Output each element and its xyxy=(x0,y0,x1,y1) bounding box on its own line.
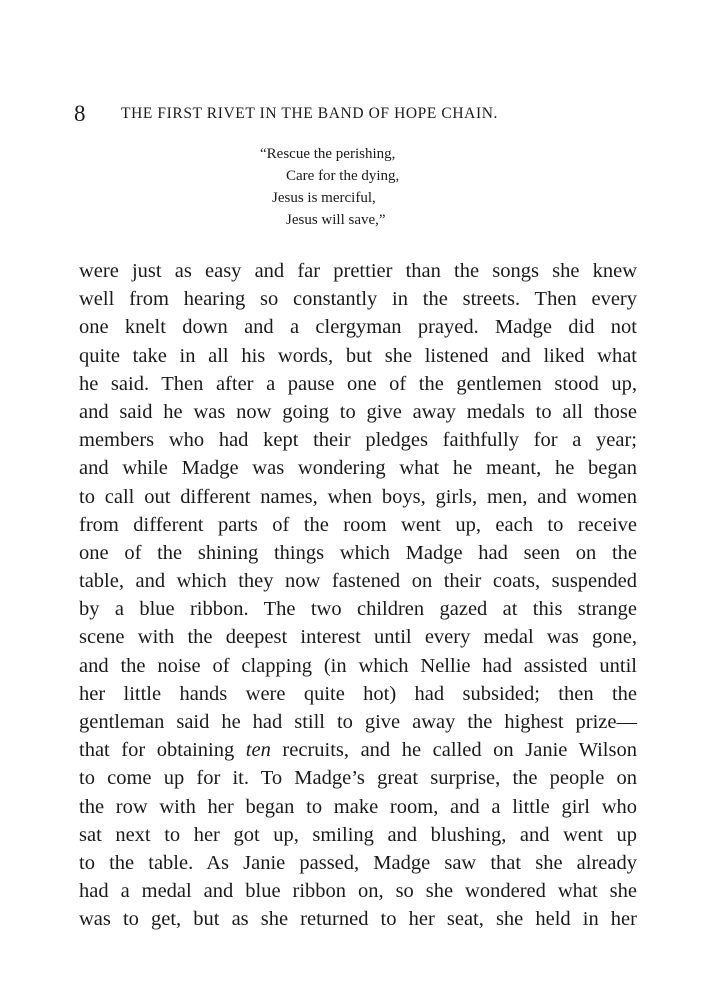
text-line: had a medal and blue ribbon on, so she wondered what she xyxy=(79,880,637,903)
text-line: quite take in all his words, but she listened and liked what xyxy=(79,344,637,367)
text-line: one of the shining things which Madge had seen on the xyxy=(79,541,637,564)
text-line: sat next to her got up, smiling and blushing, and went up xyxy=(79,823,637,846)
running-title: THE FIRST RIVET IN THE BAND OF HOPE CHAIN. xyxy=(121,105,498,122)
text-line: to call out different names, when boys, girls, men, and women xyxy=(79,485,637,508)
page-number: 8 xyxy=(74,101,86,126)
running-head xyxy=(74,101,590,127)
text-line: that for obtaining ten recruits, and he called on Janie Wilson xyxy=(79,739,637,762)
hymn-verse xyxy=(260,143,510,231)
verse-line: Care for the dying, xyxy=(286,168,400,184)
text-line: scene with the deepest interest until every medal was gone, xyxy=(79,626,637,649)
text-line: to come up for it. To Madge’s great surprise, the people on xyxy=(79,767,637,790)
text-line: gentleman said he had still to give away the highest prize— xyxy=(79,711,637,733)
text-line: and while Madge was wondering what he meant, he began xyxy=(79,457,637,480)
text-line: were just as easy and far prettier than the songs she knew xyxy=(79,260,637,282)
body-paragraph xyxy=(79,257,637,934)
text-line: he said. Then after a pause one of the gentlemen stood up, xyxy=(79,372,637,395)
text-line: table, and which they now fastened on their coats, suspended xyxy=(79,570,637,593)
text-line: was to get, but as she returned to her seat, she held in her xyxy=(79,908,637,931)
text-line: by a blue ribbon. The two children gazed at this strange xyxy=(79,598,637,621)
text-line: one knelt down and a clergyman prayed. Madge did not xyxy=(79,316,637,339)
text-line: to the table. As Janie passed, Madge saw that she already xyxy=(79,851,637,874)
text-line: and the noise of clapping (in which Nellie had assisted until xyxy=(79,654,637,677)
text-line: members who had kept their pledges faithfully for a year; xyxy=(79,429,637,452)
verse-line: Jesus will save,” xyxy=(286,212,386,228)
verse-line: “Rescue the perishing, xyxy=(260,146,396,162)
text-line: her little hands were quite hot) had subsided; then the xyxy=(79,682,637,705)
verse-line: Jesus is merciful, xyxy=(272,190,376,206)
text-line: and said he was now going to give away medals to all those xyxy=(79,400,637,423)
text-line: well from hearing so constantly in the streets. Then every xyxy=(79,288,637,311)
text-line: from different parts of the room went up, each to receive xyxy=(79,513,637,536)
text-line: the row with her began to make room, and a little girl who xyxy=(79,795,637,818)
